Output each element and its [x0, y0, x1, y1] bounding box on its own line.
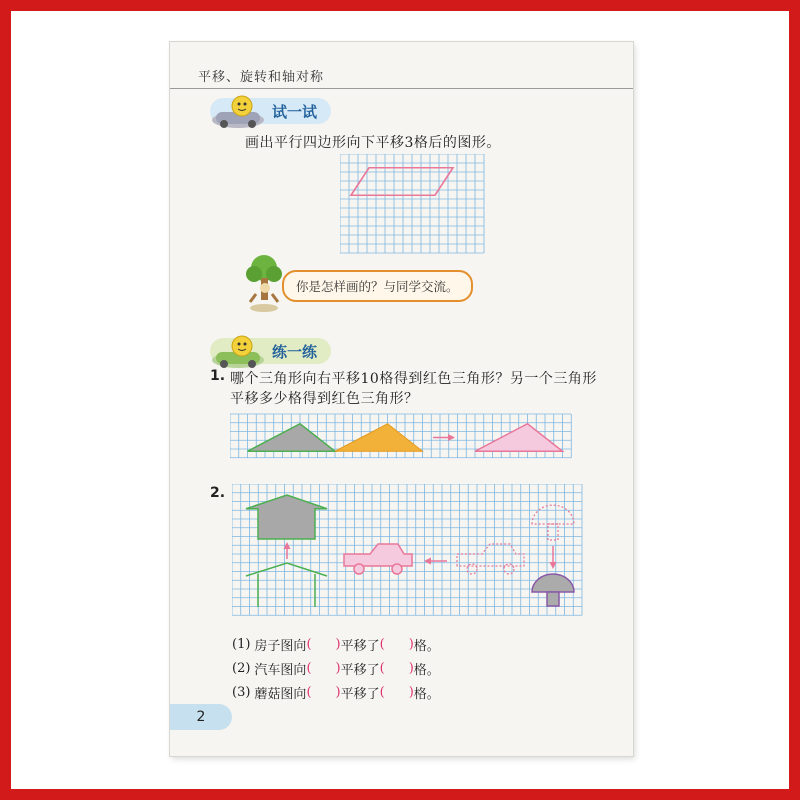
question-subject: 房子图向 [254, 638, 307, 654]
open-paren: ( [379, 684, 385, 700]
header-rule [170, 88, 633, 89]
close-paren: ) [335, 684, 341, 700]
question-index: (1) [232, 636, 251, 652]
practice-section-header [210, 338, 331, 364]
try-instruction: 画出平行四边形向下平移3格后的图形。 [245, 135, 501, 151]
exercise2-number: 2. [210, 485, 226, 501]
chapter-title: 平移、旋转和轴对称 [198, 70, 325, 85]
question-row [232, 656, 440, 680]
close-paren: ) [335, 660, 341, 676]
discussion-text: 你是怎样画的？与同学交流。 [296, 279, 459, 294]
question-end: 格。 [413, 686, 440, 702]
question-mid: 平移了 [340, 662, 380, 678]
try-section-header [210, 98, 331, 124]
car-original-dotted [457, 544, 524, 574]
discussion-bubble [282, 270, 473, 302]
question-end: 格。 [413, 638, 440, 654]
question-subject: 汽车图向 [254, 662, 307, 678]
open-paren: ( [306, 684, 312, 700]
car-mascot-icon [210, 92, 270, 130]
question-subject: 蘑菇图向 [254, 686, 307, 702]
question-row [232, 680, 440, 704]
page-number-tab [170, 704, 232, 730]
exercise1-line1: 哪个三角形向右平移10格得到红色三角形？另一个三角形 [230, 371, 597, 387]
red-triangle [475, 424, 563, 452]
question-mid: 平移了 [340, 686, 380, 702]
textbook-page [170, 42, 633, 756]
close-paren: ) [408, 684, 414, 700]
orange-triangle [335, 424, 423, 452]
close-paren: ) [408, 660, 414, 676]
open-paren: ( [379, 636, 385, 652]
try-section-label: 试一试 [272, 102, 318, 121]
exercise2-questions [232, 632, 440, 704]
parallelogram-grid [340, 154, 490, 254]
close-paren: ) [408, 636, 414, 652]
open-paren: ( [306, 636, 312, 652]
car-mascot-icon [210, 332, 270, 370]
shapes-grid [232, 484, 592, 624]
grid-lines [340, 154, 484, 253]
question-end: 格。 [413, 662, 440, 678]
question-index: (2) [232, 660, 251, 676]
question-index: (3) [232, 684, 251, 700]
question-row [232, 632, 440, 656]
arrow-left-icon [424, 558, 447, 565]
open-paren: ( [379, 660, 385, 676]
practice-section-label: 练一练 [272, 342, 318, 361]
close-paren: ) [335, 636, 341, 652]
open-paren: ( [306, 660, 312, 676]
exercise1-line2: 平移多少格得到红色三角形？ [230, 391, 419, 407]
question-mid: 平移了 [340, 638, 380, 654]
exercise1-number: 1. [210, 368, 226, 384]
page-number: 2 [196, 709, 206, 725]
triangles-grid [230, 410, 580, 466]
gray-triangle [248, 424, 336, 452]
